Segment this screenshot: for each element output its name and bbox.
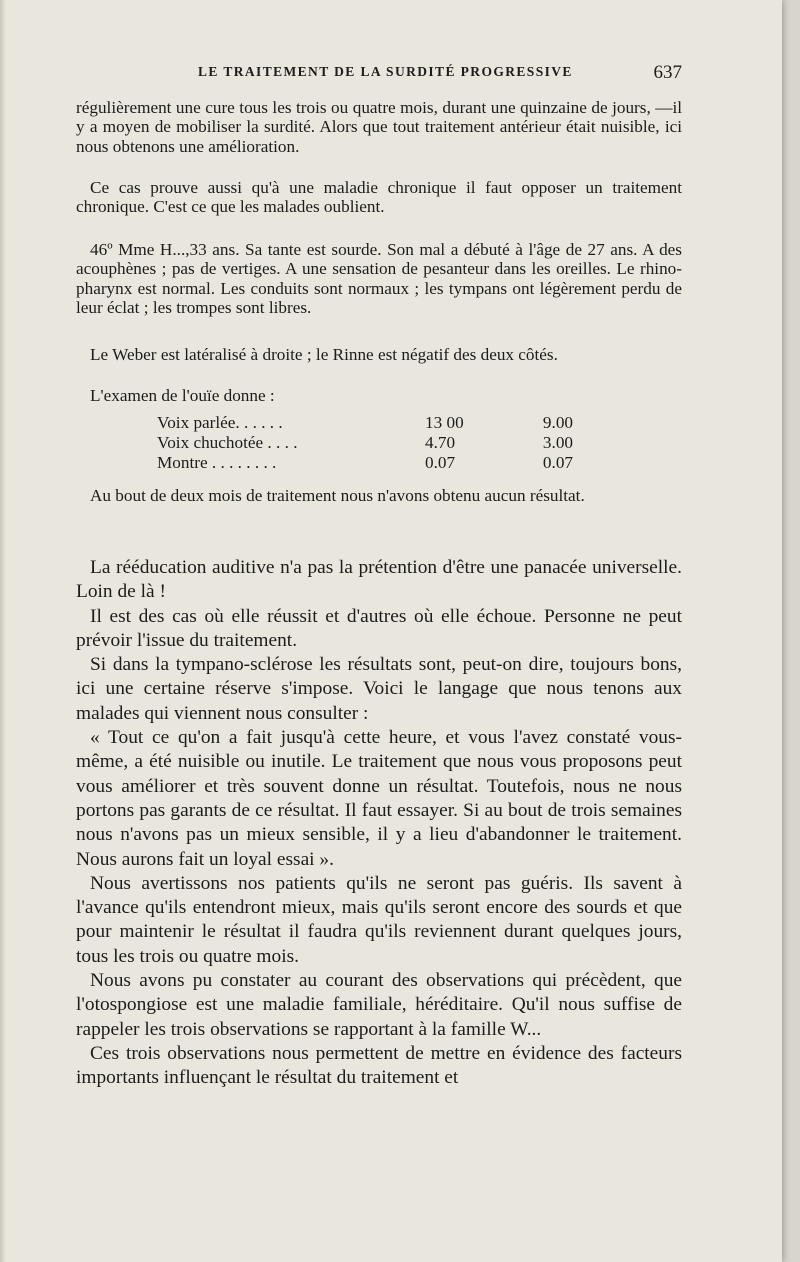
case-conclusion	[76, 178, 682, 217]
paragraph: Nous avertissons nos patients qu'ils ne seront pas guéris. Ils savent à l'avance qu'ils entendront mieux, mais qu'ils seront encore des sourds et que pour maintenir le résultat il faudra qu'ils reviennent durant quelques jours, tous les trois ou quatre mois.	[76, 872, 682, 967]
case-46-description	[76, 240, 682, 317]
case-description: H...,33 ans. Sa tante est sourde. Son mal a débuté à l'âge de 27 ans. A des acouphènes ; pas de vertiges. A une sensation de pesanteur dans les oreilles. Le rhino-pharynx est normal. Les conduits sont normaux ; les tympans ont légèrement perdu de leur éclat ; les trompes sont libres.	[76, 240, 683, 317]
paragraph: Ces trois observations nous permettent de mettre en évidence des facteurs importants influençant le résultat du traitement et	[76, 1042, 682, 1089]
row-label: Voix chuchotée . . . .	[157, 433, 298, 452]
table-row	[157, 413, 573, 433]
case-46-tests	[76, 345, 682, 364]
paragraph: Nous avons pu constater au courant des observations qui précèdent, que l'otospongiose est une maladie familiale, héréditaire. Qu'il nous suffise de rappeler les trois observations se rapportant à la famille W...	[76, 970, 682, 1040]
case-number: 46º	[90, 240, 113, 259]
paragraph: régulièrement une cure tous les trois ou quatre mois, durant une quinzaine de jours, —il y a moyen de mobiliser la surdité. Alors que tout traitement antérieur était nuisible, ici nous obtenons une amélioration.	[76, 98, 682, 156]
value-after: 9.00	[542, 413, 573, 432]
case-title: Mme	[118, 240, 155, 259]
table-row	[157, 433, 573, 453]
page-number: 637	[653, 62, 682, 83]
hearing-table	[157, 413, 617, 473]
row-label: Voix parlée. . . . . .	[157, 413, 283, 432]
paragraph: Il est des cas où elle réussit et d'autres où elle échoue. Personne ne peut prévoir l'issue du traitement.	[76, 605, 682, 651]
value-before: 0.07	[425, 453, 456, 472]
table-row	[157, 453, 573, 473]
paragraph: Si dans la tympano-sclérose les résultats sont, peut-on dire, toujours bons, ici une certaine réserve s'impose. Voici le langage que nous tenons aux malades qui viennent nous consulter :	[76, 654, 682, 724]
row-label: Montre . . . . . . . .	[157, 453, 277, 472]
paragraph: La rééducation auditive n'a pas la prétention d'être une panacée universelle. Loin de là !	[76, 557, 682, 603]
case-46	[76, 240, 682, 317]
paragraph: Le Weber est latéralisé à droite ; le Rinne est négatif des deux côtés.	[90, 345, 558, 364]
value-before: 4.70	[425, 433, 456, 452]
case-46-result	[76, 486, 682, 505]
paragraph: L'examen de l'ouïe donne :	[90, 386, 275, 405]
value-before: 13 00	[425, 413, 464, 432]
case-continuation	[76, 98, 682, 156]
main-text	[76, 556, 682, 1091]
value-after: 3.00	[542, 433, 573, 452]
paragraph: Ce cas prouve aussi qu'à une maladie chronique il faut opposer un traitement chronique. C'est ce que les malades oublient.	[76, 178, 682, 217]
paragraph: Au bout de deux mois de traitement nous n'avons obtenu aucun résultat.	[90, 486, 585, 505]
value-after: 0.07	[542, 453, 573, 472]
paragraph: « Tout ce qu'on a fait jusqu'à cette heure, et vous l'avez constaté vous-même, a été nuisible ou inutile. Le traitement que nous vous proposons peut vous améliorer et très souvent donne un résultat. Toutefois, nous ne nous portons pas garants de ce résultat. Il faut essayer. Si au bout de trois semaines nous n'avons pas un mieux sensible, il y a lieu d'abandonner le traitement. Nous aurons fait un loyal essai ».	[76, 727, 682, 870]
running-title: LE TRAITEMENT DE LA SURDITÉ PROGRESSIVE	[198, 64, 573, 79]
page-spine-shadow	[0, 0, 6, 1262]
exam-intro	[76, 386, 682, 405]
